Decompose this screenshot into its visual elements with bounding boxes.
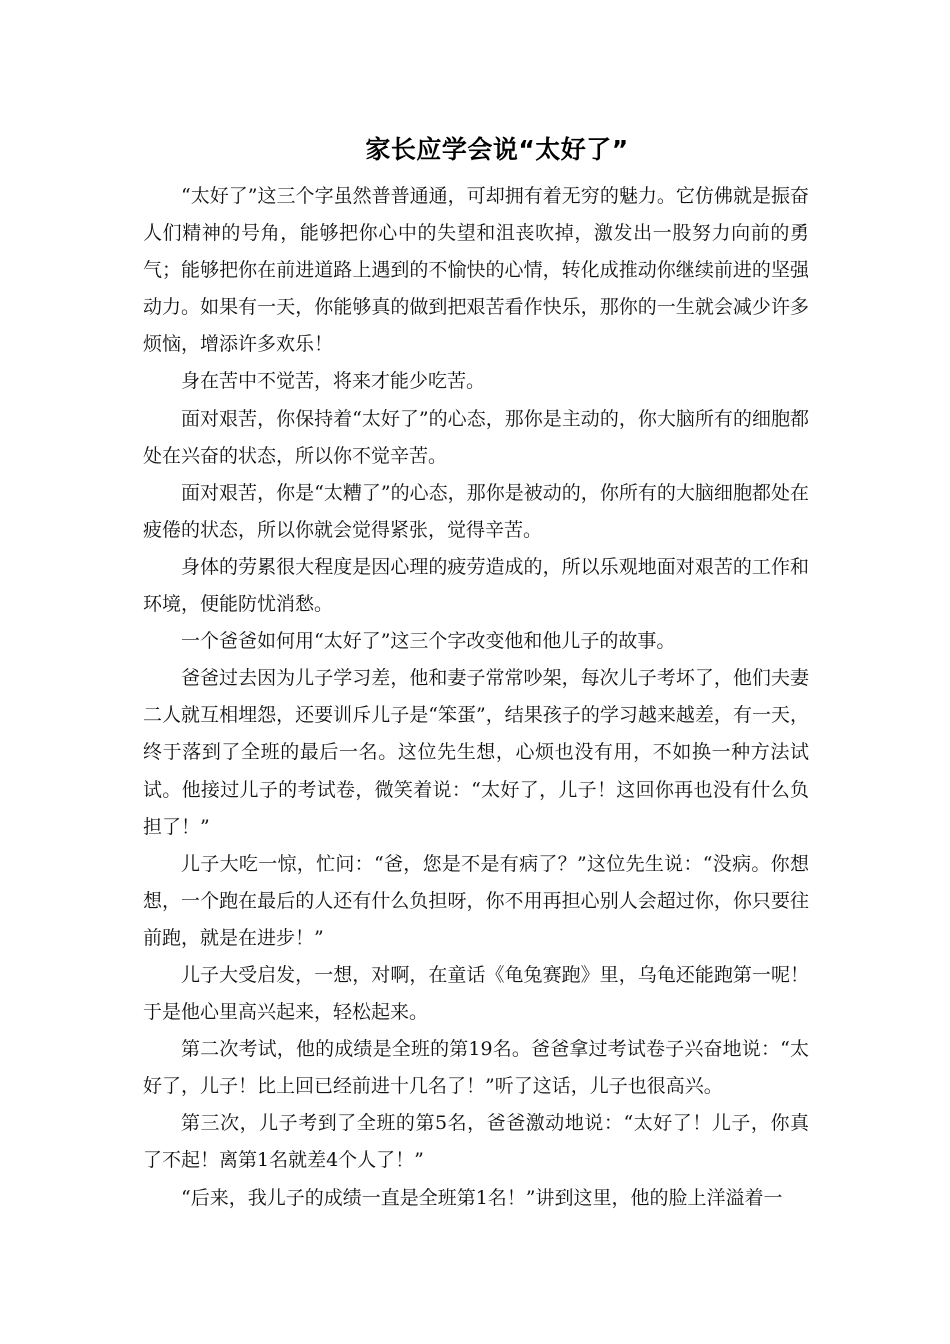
paragraph: 身在苦中不觉苦，将来才能少吃苦。 (181, 370, 486, 393)
paragraph: “太好了”这三个字虽然普普通通，可却拥有着无穷的魅力。它仿佛就是振奋人们精神的号角，能够把你心中的失望和沮丧吹掉，激发出一股努力向前的勇气；能够把你在前进道路上遇到的不愉快的心情，转化成推动你继续前进的坚强动力。如果有一天，你能够真的做到把艰苦看作快乐，那你的一生就会减少许多烦恼，增添许多欢乐！ (143, 185, 809, 356)
paragraph: 身体的劳累很大程度是因心理的疲劳造成的，所以乐观地面对艰苦的工作和环境，便能防忧消愁。 (143, 555, 809, 616)
paragraph: 儿子大吃一惊，忙问：“爸，您是不是有病了？”这位先生说：“没病。你想想，一个跑在最后的人还有什么负担呀，你不用再担心别人会超过你，你只要往前跑，就是在进步！” (143, 852, 809, 949)
paragraph: 儿子大受启发，一想，对啊，在童话《龟兔赛跑》里，乌龟还能跑第一呢！于是他心里高兴起来，轻松起来。 (143, 963, 809, 1024)
paragraph: “后来，我儿子的成绩一直是全班第1名！”讲到这里，他的脸上洋溢着一 (181, 1186, 783, 1209)
paragraph: 爸爸过去因为儿子学习差，他和妻子常常吵架，每次儿子考坏了，他们夫妻二人就互相埋怨，还要训斥儿子是“笨蛋”，结果孩子的学习越来越差，有一天，终于落到了全班的最后一名。这位先生想，心烦也没有用，不如换一种方法试试。他接过儿子的考试卷，微笑着说：“太好了，儿子！这回你再也没有什么负担了！” (143, 667, 809, 838)
document-title: 家长应学会说“太好了” (365, 135, 629, 164)
paragraph: 面对艰苦，你保持着“太好了”的心态，那你是主动的，你大脑所有的细胞都处在兴奋的状态，所以你不觉辛苦。 (143, 407, 809, 467)
paragraph: 一个爸爸如何用“太好了”这三个字改变他和他儿子的故事。 (181, 630, 676, 653)
paragraph: 面对艰苦，你是“太糟了”的心态，那你是被动的，你所有的大脑细胞都处在疲倦的状态，所以你就会觉得紧张，觉得辛苦。 (143, 481, 809, 541)
paragraph: 第二次考试，他的成绩是全班的第19名。爸爸拿过考试卷子兴奋地说：“太好了，儿子！比上回已经前进十几名了！”听了这话，儿子也很高兴。 (143, 1038, 809, 1098)
document-body (143, 178, 809, 1217)
paragraph: 第三次，儿子考到了全班的第5名，爸爸激动地说：“太好了！儿子，你真了不起！离第1名就差4个人了！” (143, 1112, 809, 1172)
